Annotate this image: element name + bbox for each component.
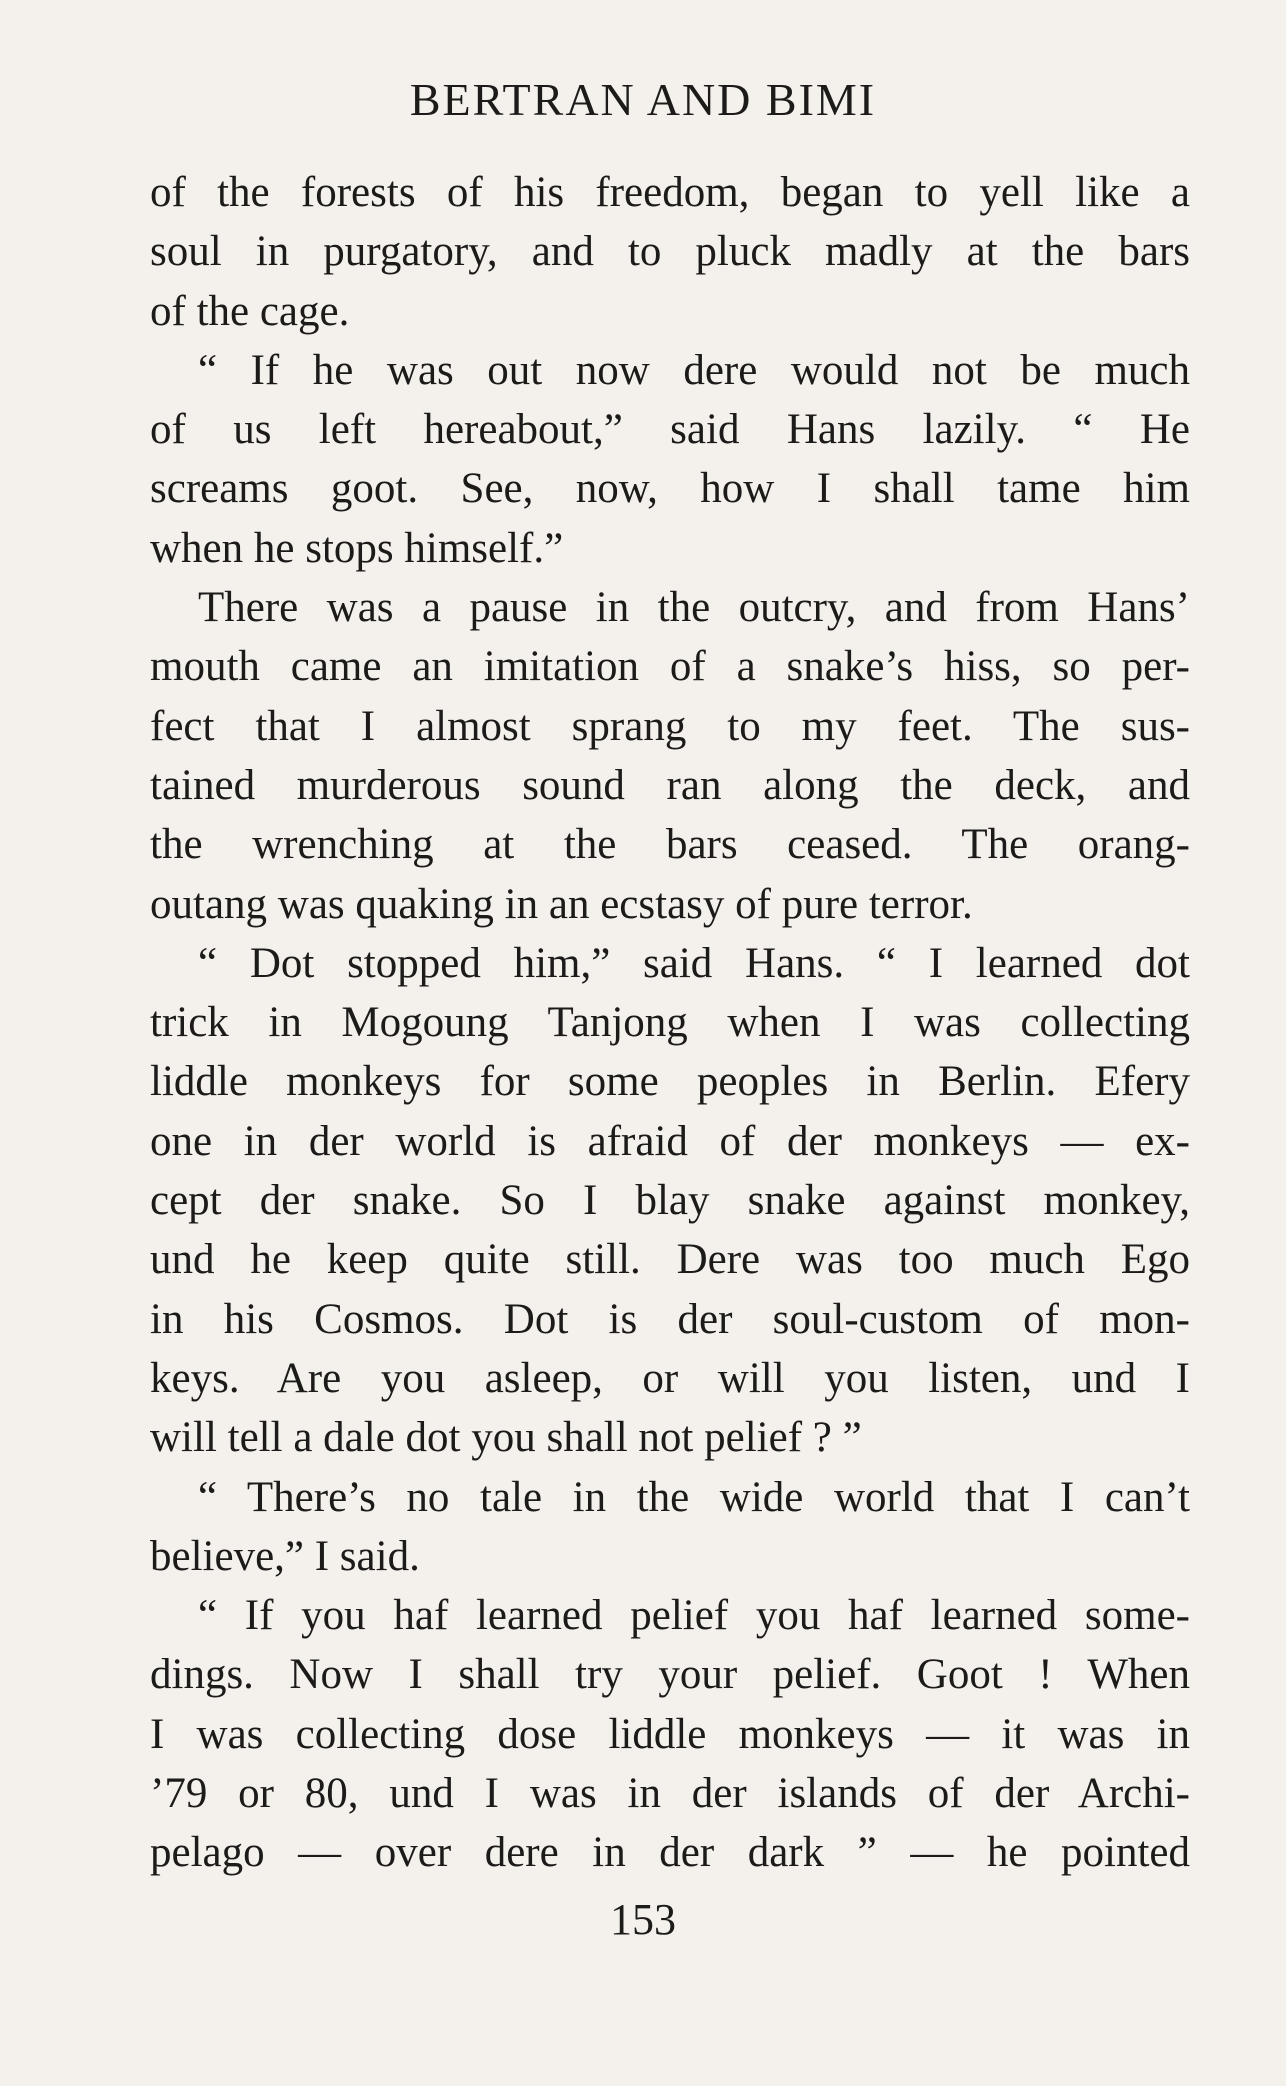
text-line: the wrenching at the bars ceased. The orang- [150,821,1190,869]
text-line: tained murderous sound ran along the deck, and [150,761,1190,809]
text-line: screams goot. See, now, how I shall tame him [150,465,1190,513]
text-line: trick in Mogoung Tanjong when I was collecting [150,999,1190,1047]
body-text [150,163,1190,1883]
paragraph-first-line: “ Dot stopped him,” said Hans. “ I learned dot [198,939,1190,987]
text-line: dings. Now I shall try your pelief. Goot ! When [150,1651,1190,1699]
text-line: I was collecting dose liddle monkeys — it was in [150,1710,1190,1758]
text-line: outang was quaking in an ecstasy of pure terror. [150,880,973,928]
text-line: fect that I almost sprang to my feet. The sus- [150,702,1190,750]
text-line: one in der world is afraid of der monkeys — ex- [150,1117,1190,1165]
text-line: of us left hereabout,” said Hans lazily. “ He [150,406,1190,454]
text-line: believe,” I said. [150,1532,420,1580]
text-line: und he keep quite still. Dere was too much Ego [150,1236,1190,1284]
paragraph-first-line: “ There’s no tale in the wide world that I can’t [198,1473,1190,1521]
text-line: liddle monkeys for some peoples in Berlin. Efery [150,1058,1190,1106]
text-line: mouth came an imitation of a snake’s hiss, so per- [150,643,1190,691]
text-line: soul in purgatory, and to pluck madly at the bars [150,228,1190,276]
running-head: BERTRAN AND BIMI [409,74,877,125]
text-line: cept der snake. So I blay snake against monkey, [150,1177,1190,1225]
text-line: of the cage. [150,287,350,335]
text-line: ’79 or 80, und I was in der islands of der Archi- [150,1770,1190,1818]
text-line: when he stops himself.” [150,524,564,572]
paragraph-first-line: “ If he was out now dere would not be much [198,346,1190,394]
text-line: will tell a dale dot you shall not pelief ? ” [150,1414,862,1462]
text-line: pelago — over dere in der dark ” — he pointed [150,1829,1190,1877]
text-line: in his Cosmos. Dot is der soul-custom of mon- [150,1295,1190,1343]
paragraph-first-line: “ If you haf learned pelief you haf learned some- [198,1592,1190,1640]
text-line: keys. Are you asleep, or will you listen, und I [150,1354,1190,1402]
text-line: of the forests of his freedom, began to yell like a [150,169,1190,216]
page-number: 153 [610,1895,676,1944]
paragraph-first-line: There was a pause in the outcry, and from Hans’ [198,584,1190,632]
